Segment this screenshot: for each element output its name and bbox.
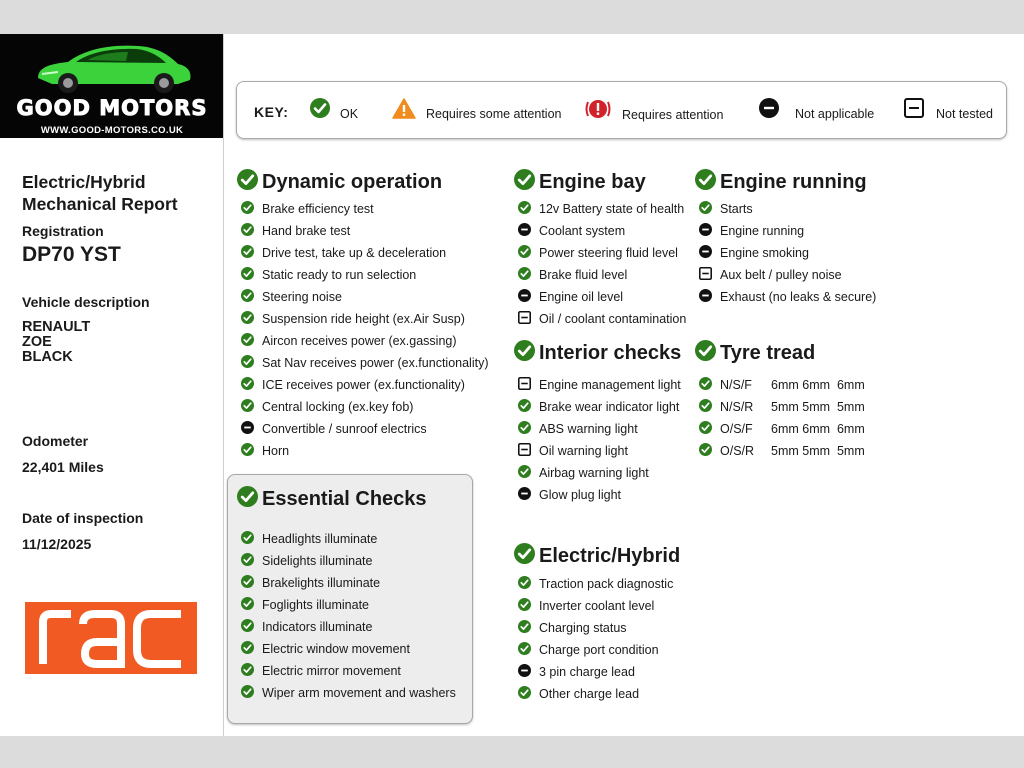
check-item <box>241 638 456 660</box>
tick-circle-icon <box>695 169 716 195</box>
check-item-label: Electric window movement <box>262 642 410 656</box>
check-item-label: Brake efficiency test <box>262 202 374 216</box>
check-item-label: Steering noise <box>262 290 342 304</box>
check-item-label: Brake fluid level <box>539 268 628 282</box>
section-title: Essential Checks <box>262 487 427 510</box>
check-item <box>241 572 456 594</box>
car-logo-icon <box>28 38 196 96</box>
check-item-label: Electric mirror movement <box>262 664 401 678</box>
check-item-label: Charging status <box>539 621 627 635</box>
section-engine-bay <box>514 169 646 195</box>
check-item <box>699 242 876 264</box>
check-item <box>241 198 488 220</box>
check-item <box>241 418 488 440</box>
tick-circle-icon <box>695 340 716 366</box>
check-item-label: Starts <box>720 202 753 216</box>
check-item-label: Engine management light <box>539 378 681 392</box>
check-item <box>518 462 681 484</box>
inspection-date-value: 11/12/2025 <box>22 536 92 552</box>
check-item <box>241 286 488 308</box>
check-item-label: Coolant system <box>539 224 626 238</box>
key-ok: OK <box>310 98 358 121</box>
section-engine-running <box>695 169 867 195</box>
check-item <box>241 264 488 286</box>
check-item <box>518 396 681 418</box>
tick-circle-icon <box>518 642 531 658</box>
tick-circle-icon <box>518 686 531 702</box>
check-item-label: Brakelights illuminate <box>262 576 381 590</box>
check-item <box>241 374 488 396</box>
check-item <box>518 264 686 286</box>
tick-circle-icon <box>241 685 254 701</box>
check-item-label: Wiper arm movement and washers <box>262 686 456 700</box>
tick-circle-icon <box>518 245 531 261</box>
check-item <box>241 528 456 550</box>
check-item <box>241 440 488 462</box>
check-item-label: Suspension ride height (ex.Air Susp) <box>262 312 465 326</box>
key-title: KEY: <box>254 104 289 120</box>
tick-circle-icon <box>514 543 535 569</box>
tick-circle-icon <box>699 399 712 415</box>
check-item <box>699 198 876 220</box>
check-item-label: Central locking (ex.key fob) <box>262 400 414 414</box>
rac-logo <box>25 602 197 674</box>
inspection-date-label: Date of inspection <box>22 510 144 526</box>
check-item <box>518 308 686 330</box>
tyre-depth: 5mm 5mm 5mm <box>771 400 865 414</box>
section-title: Electric/Hybrid <box>539 544 681 567</box>
status-key <box>236 81 1007 139</box>
check-item-label: Brake wear indicator light <box>539 400 680 414</box>
tick-circle-icon <box>241 267 254 283</box>
minus-circle-icon <box>699 289 712 305</box>
check-item-label: Headlights illuminate <box>262 532 378 546</box>
tick-circle-icon <box>241 333 254 349</box>
check-item-label: Static ready to run selection <box>262 268 417 282</box>
minus-square-icon <box>518 311 531 327</box>
tick-circle-icon <box>514 340 535 366</box>
check-item-label: Aircon receives power (ex.gassing) <box>262 334 457 348</box>
check-item-label: Other charge lead <box>539 687 640 701</box>
tyre-row <box>699 440 865 462</box>
column-divider <box>223 34 224 736</box>
tick-circle-icon <box>241 597 254 613</box>
section-electric-hybrid <box>514 543 680 569</box>
check-item <box>699 264 876 286</box>
tick-circle-icon <box>241 289 254 305</box>
check-item <box>241 308 488 330</box>
tick-circle-icon <box>241 619 254 635</box>
tyre-row <box>699 374 865 396</box>
odometer-label: Odometer <box>22 433 89 449</box>
tick-circle-icon <box>518 465 531 481</box>
tyre-depth: 6mm 6mm 6mm <box>771 378 865 392</box>
tick-circle-icon <box>241 223 254 239</box>
tick-circle-icon <box>237 486 258 512</box>
tick-circle-icon <box>518 201 531 217</box>
check-item <box>518 484 681 506</box>
tick-circle-icon <box>518 399 531 415</box>
minus-circle-icon <box>518 487 531 503</box>
vehicle-make: RENAULT <box>22 319 91 335</box>
check-item <box>241 242 488 264</box>
tyre-position: O/S/R <box>720 444 755 458</box>
check-item <box>518 639 673 661</box>
check-item-label: Convertible / sunroof electrics <box>262 422 427 436</box>
minus-circle-icon <box>759 98 779 121</box>
check-item <box>518 595 673 617</box>
vehicle-model: ZOE <box>22 334 52 350</box>
check-item <box>241 220 488 242</box>
tick-circle-icon <box>241 443 254 459</box>
tick-circle-icon <box>237 169 258 195</box>
check-item-label: Inverter coolant level <box>539 599 655 613</box>
tick-circle-icon <box>241 201 254 217</box>
interior-checks-list <box>518 374 681 506</box>
section-title: Engine bay <box>539 170 646 193</box>
registration-value: DP70 YST <box>22 243 121 266</box>
check-item <box>241 550 456 572</box>
check-item-label: Indicators illuminate <box>262 620 373 634</box>
tick-circle-icon <box>241 377 254 393</box>
vehicle-description-label: Vehicle description <box>22 294 150 310</box>
check-item <box>518 286 686 308</box>
tick-circle-icon <box>699 443 712 459</box>
brand-logo <box>0 34 224 138</box>
check-item-label: Exhaust (no leaks & secure) <box>720 290 877 304</box>
check-item-label: Oil warning light <box>539 444 628 458</box>
check-item <box>241 352 488 374</box>
check-item <box>241 682 456 704</box>
tick-circle-icon <box>241 245 254 261</box>
tyre-depth: 6mm 6mm 6mm <box>771 422 865 436</box>
minus-circle-icon <box>518 664 531 680</box>
tyre-row <box>699 418 865 440</box>
check-item <box>518 440 681 462</box>
check-item-label: Horn <box>262 444 290 458</box>
tick-circle-icon <box>514 169 535 195</box>
minus-circle-icon <box>518 289 531 305</box>
check-item-label: Charge port condition <box>539 643 659 657</box>
key-not-applicable: Not applicable <box>759 98 874 121</box>
section-dynamic-operation <box>237 169 442 195</box>
tyre-position: N/S/F <box>720 378 752 392</box>
check-item-label: Aux belt / pulley noise <box>720 268 842 282</box>
check-item <box>518 573 673 595</box>
section-essential-checks <box>237 486 427 512</box>
check-item-label: Power steering fluid level <box>539 246 678 260</box>
engine-running-list <box>699 198 876 308</box>
check-item-label: ABS warning light <box>539 422 638 436</box>
brand-url: WWW.GOOD-MOTORS.CO.UK <box>40 125 184 136</box>
section-interior-checks <box>514 340 681 366</box>
vehicle-description <box>22 320 90 365</box>
rac-logo-mark <box>25 602 197 674</box>
section-title: Dynamic operation <box>262 170 443 193</box>
minus-circle-icon <box>518 223 531 239</box>
tyre-depth: 5mm 5mm 5mm <box>771 444 865 458</box>
engine-bay-list <box>518 198 686 330</box>
check-item-label: 12v Battery state of health <box>539 202 685 216</box>
minus-square-icon <box>904 98 924 121</box>
minus-circle-icon <box>699 223 712 239</box>
tyre-position: O/S/F <box>720 422 753 436</box>
minus-square-icon <box>518 443 531 459</box>
check-item-label: Engine running <box>720 224 805 238</box>
minus-circle-icon <box>699 245 712 261</box>
tick-circle-icon <box>241 355 254 371</box>
tick-circle-icon <box>699 421 712 437</box>
check-item-label: Sat Nav receives power (ex.functionality) <box>262 356 489 370</box>
check-item-label: ICE receives power (ex.functionality) <box>262 378 465 392</box>
tyre-tread-list <box>699 374 865 462</box>
tick-circle-icon <box>518 576 531 592</box>
tick-circle-icon <box>310 98 330 121</box>
check-item-label: Glow plug light <box>539 488 621 502</box>
electric-hybrid-list <box>518 573 673 705</box>
odometer-value: 22,401 Miles <box>22 459 104 475</box>
section-title: Engine running <box>720 170 867 193</box>
check-item-label: Drive test, take up & deceleration <box>262 246 447 260</box>
tick-circle-icon <box>241 399 254 415</box>
check-item-label: Traction pack diagnostic <box>539 577 674 591</box>
check-item <box>518 617 673 639</box>
tick-circle-icon <box>241 553 254 569</box>
minus-square-icon <box>518 377 531 393</box>
report-sheet <box>0 34 1024 736</box>
minus-circle-icon <box>241 421 254 437</box>
check-item <box>241 594 456 616</box>
key-not-tested: Not tested <box>904 98 993 121</box>
section-tyre-tread <box>695 340 815 366</box>
vehicle-colour: BLACK <box>22 349 73 365</box>
essential-checks-list <box>241 528 456 704</box>
check-item <box>241 616 456 638</box>
check-item <box>518 683 673 705</box>
check-item-label: 3 pin charge lead <box>539 665 635 679</box>
section-title: Interior checks <box>539 341 682 364</box>
tick-circle-icon <box>518 421 531 437</box>
check-item-label: Sidelights illuminate <box>262 554 373 568</box>
check-item-label: Hand brake test <box>262 224 351 238</box>
tick-circle-icon <box>699 377 712 393</box>
check-item-label: Oil / coolant contamination <box>539 312 687 326</box>
check-item <box>518 374 681 396</box>
key-attention: Requires attention <box>584 98 723 123</box>
brand-name: GOOD MOTORS <box>16 96 208 120</box>
check-item <box>518 418 681 440</box>
check-item-label: Engine oil level <box>539 290 624 304</box>
check-item <box>518 220 686 242</box>
tick-circle-icon <box>241 311 254 327</box>
tick-circle-icon <box>241 663 254 679</box>
minus-square-icon <box>699 267 712 283</box>
tyre-position: N/S/R <box>720 400 754 414</box>
section-title: Tyre tread <box>720 341 816 364</box>
key-some-attention: Requires some attention <box>392 98 562 122</box>
check-item-label: Airbag warning light <box>539 466 649 480</box>
tick-circle-icon <box>518 598 531 614</box>
tick-circle-icon <box>518 620 531 636</box>
report-title: Electric/Hybrid Mechanical Report <box>22 172 178 214</box>
check-item <box>241 396 488 418</box>
check-item <box>699 286 876 308</box>
check-item-label: Engine smoking <box>720 246 809 260</box>
check-item <box>518 661 673 683</box>
registration-label: Registration <box>22 223 104 239</box>
alert-circle-icon <box>584 98 612 123</box>
tick-circle-icon <box>241 641 254 657</box>
tick-circle-icon <box>241 575 254 591</box>
tyre-row <box>699 396 865 418</box>
warning-triangle-icon <box>392 98 416 122</box>
tick-circle-icon <box>241 531 254 547</box>
check-item <box>241 660 456 682</box>
dynamic-operation-list <box>241 198 488 462</box>
tick-circle-icon <box>699 201 712 217</box>
tick-circle-icon <box>518 267 531 283</box>
check-item <box>518 198 686 220</box>
check-item <box>518 242 686 264</box>
check-item <box>699 220 876 242</box>
check-item-label: Foglights illuminate <box>262 598 369 612</box>
check-item <box>241 330 488 352</box>
